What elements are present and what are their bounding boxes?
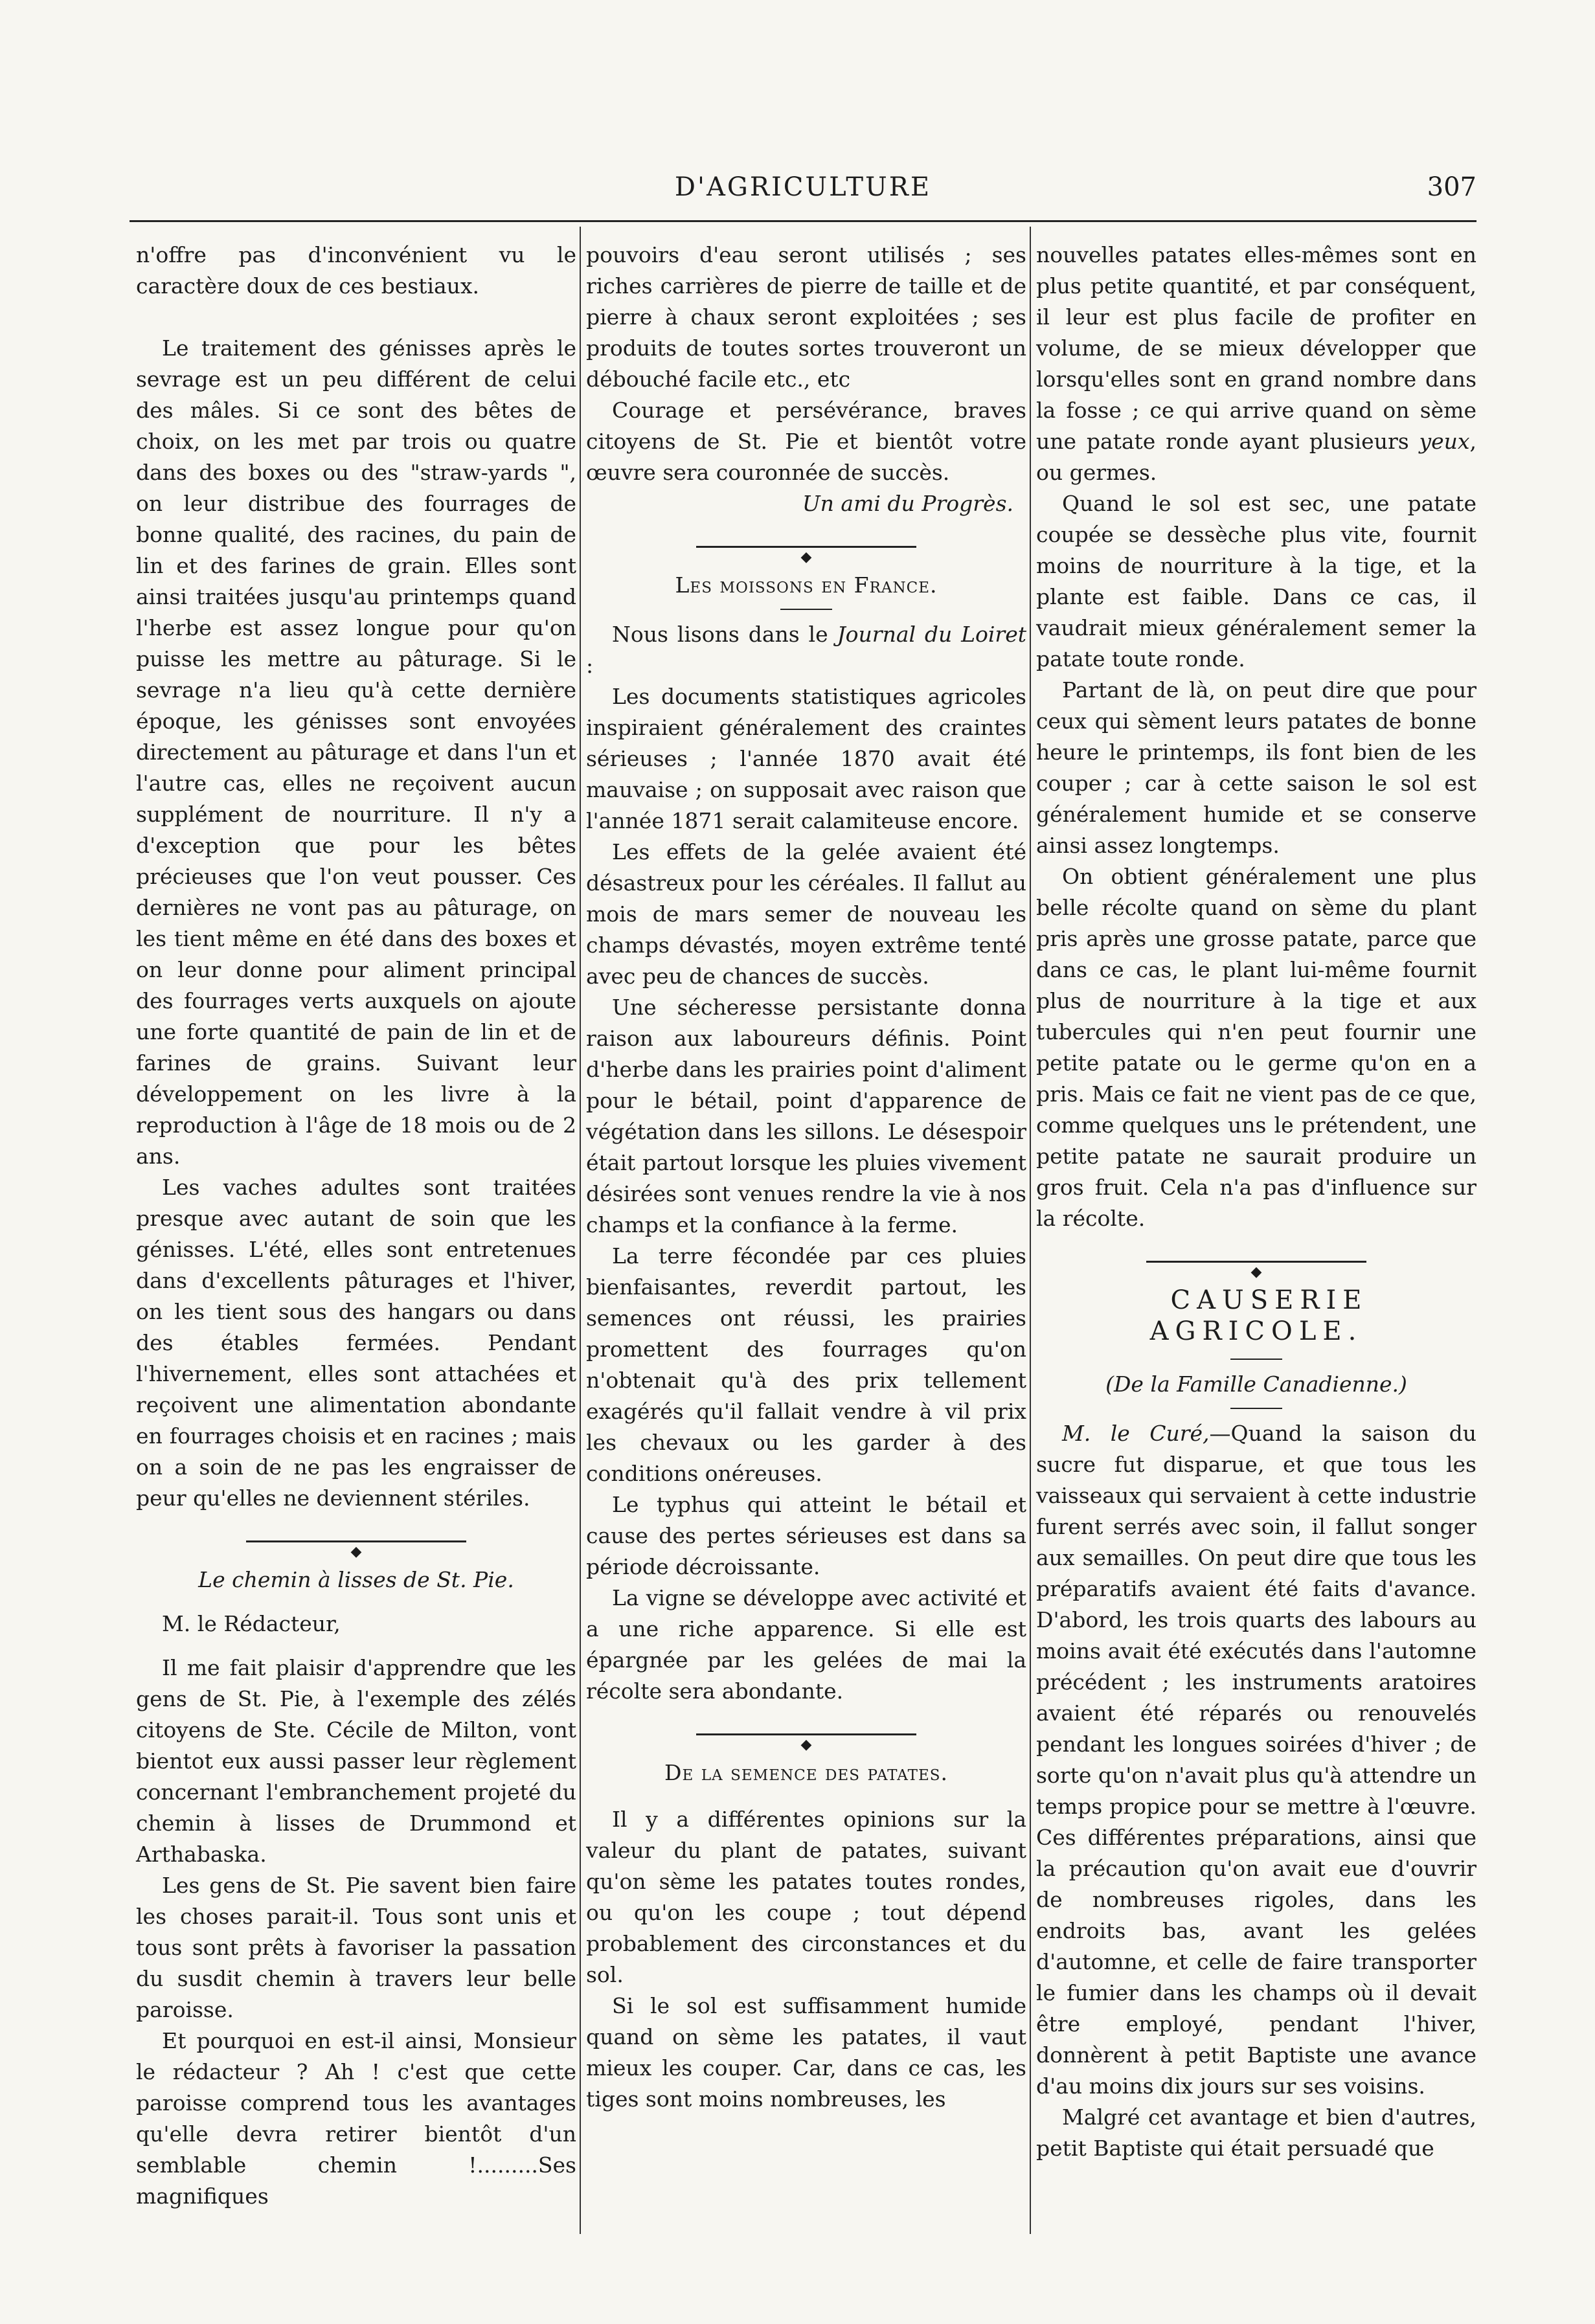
paragraph: Le traitement des génisses après le sevrage est un peu différent de celui des mâles. Si ce sont des bêtes de choix, on les met par trois ou quatre dans des boxes ou des "straw-yards ", on leur distribue des fourrages de bonne qualité, des racines, du pain de lin et des farines de grain. Elles sont ainsi traitées jusqu'au printemps quand l'herbe est assez longue pour qu'on puisse les mettre au pâturage. Si le sevrage n'a lieu qu'à cette dernière époque, les génisses sont envoyées directement au pâturage et dans l'un et l'autre cas, elles ne reçoivent aucun supplément de nourriture. Il n'y a d'exception que pour les bêtes précieuses que l'on veut pousser. Ces dernières ne vont pas au pâturage, on les tient même en été dans des boxes et on leur donne pour aliment principal des fourrages verts auxquels on ajoute une forte quantité de pain de lin et de farines de grains. Suivant leur développement on les livre à la reproduction à l'âge de 18 mois ou de 2 ans. — [136, 335, 576, 1169]
page-number: 307 — [1427, 172, 1476, 202]
column-divider — [1030, 227, 1031, 2234]
paragraph: La terre fécondée par ces pluies bienfaisantes, reverdit partout, les semences ont réussi, les prairies promettent des fourrages qu'on n'obtenait qu'à des prix tellement exagérés qu'il fallait vendre à vil prix les chevaux ou les garder à des conditions onéreuses. — [586, 1243, 1026, 1486]
signature: Un ami du Progrès. — [802, 491, 1013, 516]
section-ornament: ◆ — [586, 1726, 1026, 1742]
section-title: CAUSERIE AGRICOLE. — [1149, 1285, 1368, 1346]
title-dash — [1036, 1400, 1476, 1418]
section-title: Les moissons en France. — [675, 572, 938, 598]
column-2 — [586, 240, 1026, 2228]
section-title: Le chemin à lisses de St. Pie. — [198, 1567, 514, 1592]
paragraph: Les documents statistiques agricoles inspiraient généralement des craintes sérieuses ; l'année 1870 avait été mauvaise ; on supposait avec raison que l'année 1871 serait calamiteuse encore. — [586, 684, 1026, 833]
paragraph: Partant de là, on peut dire que pour ceux qui sèment leurs patates de bonne heure le printemps, ils font bien de les couper ; car à cette saison le sol est généralement humide et se conserve ainsi assez longtemps. — [1036, 677, 1476, 858]
intro-text: Nous lisons dans le — [612, 622, 828, 647]
paragraph: Il me fait plaisir d'apprendre que les gens de St. Pie, à l'exemple des zélés citoyens de Ste. Cécile de Milton, vont bientot eux aussi passer leur règlement concernant l'embranchement projeté du chemin à lisses de Drummond et Arthabaska. — [136, 1655, 576, 1867]
salutation: M. le Rédacteur, — [162, 1611, 341, 1636]
paragraph: La vigne se développe avec activité et a une riche apparence. Si elle est épargnée par les gelées de mai la récolte sera abondante. — [586, 1585, 1026, 1704]
paragraph — [1036, 240, 1476, 488]
text-run: , ou germes. — [1036, 429, 1476, 485]
title-dash — [586, 601, 1026, 619]
paragraph: Si le sol est suffisamment humide quand on sème les patates, il vaut mieux les couper. Car, dans ce cas, les tiges sont moins nombreuses, les — [586, 1993, 1026, 2112]
title-dash — [1036, 1351, 1476, 1369]
paragraph: Les gens de St. Pie savent bien faire les choses parait-il. Tous sont unis et tous sont prêts à favoriser la passation du susdit chemin à travers leur belle paroisse. — [136, 1873, 576, 2022]
running-title: D'AGRICULTURE — [674, 172, 932, 202]
paragraph: Le typhus qui atteint le bétail et cause des pertes sérieuses est dans sa période décroissante. — [586, 1492, 1026, 1579]
paragraph: pouvoirs d'eau seront utilisés ; ses riches carrières de pierre de taille et de pierre à chaux seront exploitées ; ses produits de toutes sortes trouveront un débouché facile etc., etc — [586, 242, 1026, 392]
paragraph — [586, 619, 1026, 681]
text-run: —Quand la saison du sucre fut disparue, et que tous les vaisseaux qui servaient à cette industrie furent serrés avec soin, il fallut songer aux semailles. On peut dire que tous les préparatifs avaient été faits d'avance. D'abord, les trois quarts des labours au moins avait été exécutés dans l'automne précédent ; les instruments aratoires avaient été réparés ou renouvelés pendant les longues soirées d'hiver ; de sorte qu'on n'avait plus qu'à attendre un temps propice pour se mettre à l'œuvre. Ces différentes préparations, ainsi que la précaution qu'on avait eue d'ouvrir de nombreuses rigoles, dans les endroits bas, avant les gelées d'automne, et celle de faire transporter le fumier dans les champs où il devait être employé, pendant l'hiver, donnèrent à petit Baptiste une avance d'au moins dix jours sur ses voisins. — [1036, 1421, 1477, 2099]
section-title: De la semence des patates. — [664, 1760, 948, 1785]
paragraph: Courage et persévérance, braves citoyens de St. Pie et bientôt votre œuvre sera couronnée de succès. — [586, 398, 1026, 485]
paragraph: Une sécheresse persistante donna raison aux laboureurs définis. Point d'herbe dans les prairies point d'aliment pour le bétail, point d'apparence de végétation dans les sillons. Le désespoir était partout lorsque les pluies vivement désirées sont venues rendre la vie à nos champs et la confiance à la ferme. — [586, 995, 1026, 1237]
column-1 — [136, 240, 576, 2228]
paragraph: Malgré cet avantage et bien d'autres, petit Baptiste qui était persuadé que — [1036, 2104, 1476, 2161]
paragraph: n'offre pas d'inconvénient vu le caractère doux de ces bestiaux. — [136, 242, 576, 299]
paragraph: Les effets de la gelée avaient été désastreux pour les céréales. Il fallut au mois de mars semer de nouveau les champs dévastés, moyen extrême tenté avec peu de chances de succès. — [586, 839, 1026, 989]
column-divider — [580, 227, 581, 2234]
speaker: M. le Curé, — [1062, 1421, 1210, 1446]
section-ornament: ◆ — [136, 1533, 576, 1549]
paragraph — [1036, 1418, 1476, 2102]
paragraph: Il y a différentes opinions sur la valeur du plant de patates, suivant qu'on sème les patates toutes rondes, ou qu'on les coupe ; tout dépend probablement des circonstances et du sol. — [586, 1807, 1026, 1987]
column-3 — [1036, 240, 1476, 2228]
paragraph: Et pourquoi en est-il ainsi, Monsieur le rédacteur ? Ah ! c'est que cette paroisse comprend tous les avantages qu'elle devra retirer bientôt d'un semblable chemin !.........Ses magnifiques — [136, 2028, 576, 2209]
intro-colon: : — [586, 653, 594, 678]
header-rule — [130, 220, 1476, 222]
text-run: nouvelles patates elles-mêmes sont en plus petite quantité, et par conséquent, il leur est plus facile de profiter en volume, de se mieux développer que lorsqu'elles sont en grand nombre dans la fosse ; ce qui arrive quand on sème une patate ronde ayant plusieurs — [1036, 242, 1476, 454]
section-ornament: ◆ — [1036, 1254, 1476, 1269]
journal-name: Journal du Loiret — [837, 622, 1027, 647]
paragraph: Quand le sol est sec, une patate coupée se dessèche plus vite, fournit moins de nourriture à la tige, et la plante est faible. Dans ce cas, il vaudrait mieux généralement semer la patate toute ronde. — [1036, 491, 1476, 671]
paragraph: Les vaches adultes sont traitées presque avec autant de soin que les génisses. L'été, elles sont entretenues dans d'excellents pâturages et l'hiver, on les tient sous des hangars ou dans des étables fermées. Pendant l'hivernement, elles sont attachées et reçoivent une alimentation abondante en fourrages choisis et en racines ; mais on a soin de ne pas les engraisser de peur qu'elles ne deviennent stériles. — [136, 1175, 576, 1511]
section-ornament: ◆ — [586, 539, 1026, 554]
italic-word: yeux — [1419, 429, 1470, 454]
page-header — [130, 170, 1476, 209]
paragraph: On obtient généralement une plus belle récolte quand on sème du plant pris après une grosse patate, parce que dans ce cas, le plant lui-même fournit plus de nourriture à la tige et aux tubercules qui n'en peut fournir une petite patate ou le germe qu'on en a pris. Mais ce fait ne vient pas de ce que, comme quelques uns le prétendent, une petite patate ne saurait produire un gros fruit. Cela n'a pas d'influence sur la récolte. — [1036, 864, 1476, 1231]
source-line: (De la Famille Canadienne.) — [1105, 1371, 1407, 1397]
